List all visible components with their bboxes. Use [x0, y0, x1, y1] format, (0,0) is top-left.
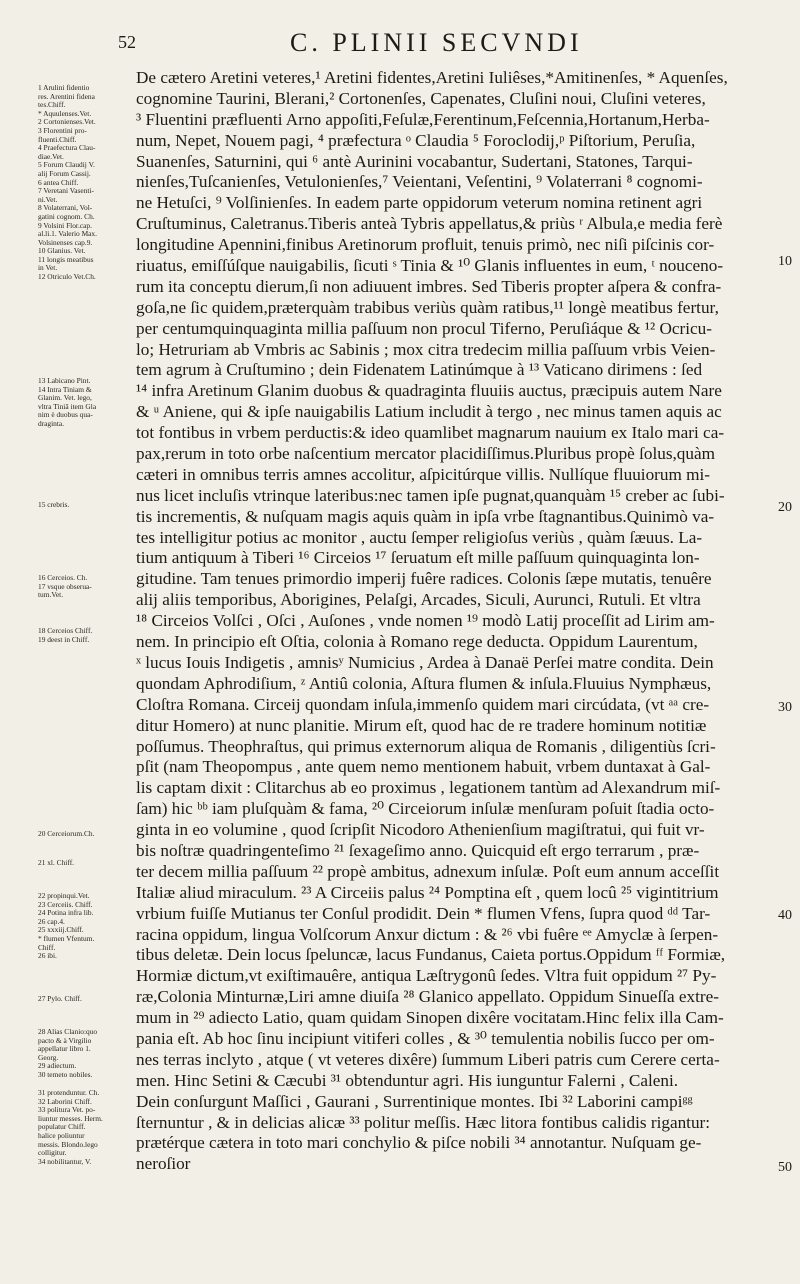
body-line: ne Hetuſci, ⁹ Volſinienſes. In eadem parte oppidorum veterum nomina retinent agri: [136, 193, 703, 213]
line-number: 40: [778, 908, 792, 923]
margin-note: 13 Labicano Pint. 14 Intra Tiniam & Glanim. Vet. lego, vltra Tiniâ item Gla nim è duobus qua- draginta.: [38, 376, 97, 428]
margin-note: 16 Cerceios. Ch. 17 vsque obserua- tum.Vet.: [38, 573, 92, 600]
body-line: Dein conſurgunt Maſſici , Gaurani , Surrentinique montes. Ibi ³² Laborini campiᵍᵍ: [136, 1091, 693, 1111]
body-line: tibus deletæ. Dein locus ſpeluncæ, lacus Fundanus, Caieta portus.Oppidum ᶠᶠ Formiæ,: [136, 945, 726, 965]
margin-note: 18 Cerceios Chiff. 19 deest in Chiff.: [38, 626, 93, 644]
body-line: prætérque cætera in toto mari conchylio & piſce nobili ³⁴ annotantur. Nuſquam ge-: [136, 1133, 702, 1153]
margin-note: 21 xl. Chiff.: [38, 858, 74, 867]
line-number: 10: [778, 254, 792, 269]
page-header: [118, 28, 778, 68]
body-line: nem. In principio eſt Oſtia, colonia à Romano rege deducta. Oppidum Laurentum,: [136, 632, 698, 652]
line-number: 30: [778, 700, 792, 715]
main-text: [136, 68, 768, 1248]
body-line: ˣ lucus Iouis Indigetis , amnisʸ Numicius , Ardea à Danaë Perſei matre condita. Dein: [136, 652, 714, 672]
body-line: ¹⁸ Circeios Volſci , Oſci , Auſones , vnde nomen ¹⁹ modò Latij proceſſit ad Lirim am-: [136, 611, 715, 631]
body-line: riuatus, emiſſúſque nauigabilis, ſicuti ˢ Tinia & ¹⁰ Glanis influentes in eum, ᵗ nouceno-: [136, 256, 724, 276]
running-head: C. PLINII SECVNDI: [290, 28, 583, 57]
body-line: rum ita conceptu dierum,ſi non adiuuent imbres. Sed Tiberis propter aſpera & confra-: [136, 276, 722, 296]
body-line: tes intelligitur potius ac monitor , auctu ſemper religioſus veriùs , quàm ſæuus. La-: [136, 527, 703, 547]
body-line: ditur Homero) at nunc planitie. Mirum eſt, quod hac de re tradere hominum notitiæ: [136, 715, 707, 735]
body-line: pſit (nam Theopompus , ante quem nemo mentionem habuit, vrbem duntaxat à Gal-: [136, 757, 711, 777]
body-line: longitudine Apennini,finibus Aretinorum profluit, tenuis primò, nec niſi piſcinis cor-: [136, 235, 715, 255]
body-line: Cruſtuminus, Caletranus.Tiberis anteà Tybris appellatus,& priùs ʳ Albula,e media ferè: [136, 214, 723, 234]
margin-note: 27 Pylo. Chiff.: [38, 994, 82, 1003]
margin-note: 20 Cerceiorum.Ch.: [38, 829, 95, 838]
body-line: goſa,ne ſic quidem,præterquàm trabibus veriùs quàm ratibus,¹¹ longè meatibus fertur,: [136, 297, 719, 317]
body-line: cognomine Taurini, Blerani,² Cortonenſes, Capenates, Cluſini noui, Cluſini veteres,: [136, 88, 706, 108]
body-line: Cloſtra Romana. Circeij quondam inſula,immenſo quidem mari circúdata, (vt ᵃᵃ cre-: [136, 694, 710, 714]
body-line: ³ Fluentini præfluenti Arno appoſiti,Feſulæ,Ferentinum,Feſcennia,Hortanum,Herba-: [136, 109, 710, 129]
margin-notes: [38, 78, 128, 1268]
body-line: pax,rerum in toto orbe naſcentium mercator placidiſſimus.Pluribus propè ſolus,quàm: [136, 444, 715, 464]
body-line: nes terras inclyto , atque ( vt veteres dixêre) ſummum Liberi patris cum Cerere certa-: [136, 1049, 720, 1069]
body-line: ſternuntur , & in delicias alicæ ³³ politur meſſis. Hæc litora fontibus calidis rigantur:: [136, 1112, 711, 1132]
body-line: alij aliis temporibus, Aborigines, Pelaſgi, Arcades, Siculi, Aurunci, Rutuli. Et vltra: [136, 590, 701, 610]
body-line: Italiæ aliud miraculum. ²³ A Circeiis palus ²⁴ Pomptina eſt , quem locû ²⁵ vigintitrium: [136, 882, 719, 902]
body-line: & ᵘ Aniene, qui & ipſe nauigabilis Latium includit à tergo , nec minus tamen aquis ac: [136, 402, 722, 422]
body-line: De cætero Aretini veteres,¹ Aretini fidentes,Aretini Iuliêses,*Amitinenſes, * Aquenſes,: [136, 68, 728, 87]
body-line: per centumquinquaginta millia paſſuum non procul Tiferno, Peruſiáque & ¹² Ocricu-: [136, 318, 712, 338]
body-line: poſſumus. Theophraſtus, qui primus externorum aliqua de Romanis , diligentiùs ſcri-: [136, 736, 716, 756]
body-line: ræ,Colonia Minturnæ,Liri amne diuiſa ²⁸ Glanico appellato. Oppidum Sinueſſa extre-: [136, 987, 719, 1007]
body-line: ter decem millia paſſuum ²² propè ambitus, adnexum inſulæ. Poſt eum annum acceſſit: [136, 861, 720, 881]
margin-note: 28 Alias Clanio:quo pacto & à Virgilio appellatur libro 1. Georg. 29 adiectum. 30 temeto nobiles.: [38, 1027, 98, 1079]
body-line: ¹⁴ infra Aretinum Glanim duobus & quadraginta fluuiis auctus, præcipuis autem Nare: [136, 381, 722, 401]
body-line: quondam Aphrodiſium, ᶻ Antiû colonia, Aſtura flumen & inſula.Fluuius Nymphæus,: [136, 673, 712, 693]
body-line: mum in ²⁹ adiecto Latio, quam quidam Sinopen dixêre vocitatam.Hinc felix illa Cam-: [136, 1008, 724, 1028]
body-line: nus licet incluſis vtrinque lateribus:nec tamen ipſe pugnat,quanquàm ¹⁵ creber ac ſubi-: [136, 485, 725, 505]
body-line: gitudine. Tam tenues primordio imperij fuêre radices. Colonis ſæpe mutatis, tenuêre: [136, 569, 712, 589]
page-number: 52: [118, 32, 136, 52]
body-line: ginta in eo volumine , quod ſcripſit Nicodoro Athenienſium magiſtratui, qui fuit vr-: [136, 820, 705, 840]
margin-note: 31 protenduntur. Ch. 32 Laborini Chiff. 33 politura Vet. po- liuntur messes. Herm. populatur Chiff. halice poliuntur messis. Blondo.lego colligitur. 34 nobilitantur, V.: [38, 1088, 103, 1166]
body-line: num, Nepet, Nouem pagi, ⁴ præfectura ᵒ Claudia ⁵ Foroclodij,ᵖ Piſtorium, Peruſia,: [136, 130, 696, 150]
body-line: ſam) hic ᵇᵇ iam pluſquàm & fama, ²⁰ Circeiorum inſulæ menſuram poſuit ſtadia octo-: [136, 799, 715, 819]
body-line: nienſes,Tuſcanienſes, Vetulonienſes,⁷ Veientani, Veſentini, ⁹ Volaterrani ⁸ cognomi-: [136, 172, 703, 192]
body-line: lo; Hetruriam ab Vmbris ac Sabinis ; mox citra tredecim millia paſſuum vrbis Veien-: [136, 339, 716, 359]
margin-note: 1 Arulini fidentio res. Arentini fidena tes.Chiff. * Aquulenses.Vet. 2 Cortonienses.Vet. 3 Florentini pro- fluenti.Chiff. 4 Praefectura Clau- diae.Vet. 5 Forum Claudij V. alij Forum Cassij. 6 antea Chiff. 7 Veretani Vasenti- ni.Vet. 8 Volaterrani, Vol- gatini cognom. Ch. 9 Volsini Flor.cap. al.li.1. Valerio Max. Volsinenses cap.9. 10 Glanius. Vet. 11 longis meatibus in Vet. 12 Otriculo Vet.Ch.: [38, 83, 97, 282]
body-line: vrbium fuiſſe Mutianus ter Conſul prodidit. Dein * flumen Vfens, ſupra quod ᵈᵈ Tar-: [136, 903, 711, 923]
body-line: cæteri in omnibus terris amnes accolitur, aſpicitúrque villis. Nullíque fluuiorum mi-: [136, 464, 711, 484]
line-number: 50: [778, 1160, 792, 1175]
body-line: men. Hinc Setini & Cæcubi ³¹ obtenduntur agri. His iunguntur Falerni , Caleni.: [136, 1070, 679, 1090]
line-number: 20: [778, 500, 792, 515]
body-line: pania eſt. Ab hoc ſinu incipiunt vitiferi colles , & ³⁰ temulentia nobilis ſucco per om-: [136, 1028, 715, 1048]
body-line: Suanenſes, Saturnini, qui ⁶ antè Aurinini vocabantur, Sudertani, Statones, Tarqui-: [136, 151, 693, 171]
body-line: tot fontibus in vrbem perductis:& ideo quamlibet magnarum nauium ex Italo mari ca-: [136, 423, 725, 443]
margin-note: 15 crebris.: [38, 500, 70, 509]
body-line: tem agrum à Cruſtumino ; dein Fidenatem Latinúmque à ¹³ Vaticano dirimens : ſed: [136, 360, 703, 380]
margin-note: 22 propinqui.Vet. 23 Cerceiis. Chiff. 24 Potina infra lib. 26 cap.4. 25 xxxiij.Chiff. * flumen Vfentum. Chiff. 26 ibi.: [38, 891, 95, 961]
body-line: neroſior: [136, 1154, 191, 1174]
body-line: Hormiæ dictum,vt exiſtimauêre, antiqua Læſtrygonû ſedes. Vltra fuit oppidum ²⁷ Py-: [136, 966, 717, 986]
body-line: tis incrementis, & nuſquam magis aquis quàm in ipſa vrbe ſtagnantibus.Quinimò va-: [136, 506, 715, 526]
body-line: lis captam dixit : Clitarchus ab eo proximus , legationem tantùm ad Alexandrum miſ-: [136, 778, 721, 798]
body-line: tium antiquum à Tiberi ¹⁶ Circeios ¹⁷ ſeruatum eſt mille paſſuum quinquaginta lon-: [136, 548, 700, 568]
body-line: racina oppidum, lingua Volſcorum Anxur dictum : & ²⁶ vbi fuêre ᵉᵉ Amyclæ à ſerpen-: [136, 924, 719, 944]
body-line: bis noſtræ quadringenteſimo ²¹ ſexageſimo anno. Quicquid eſt ergo terrarum , præ-: [136, 840, 700, 860]
